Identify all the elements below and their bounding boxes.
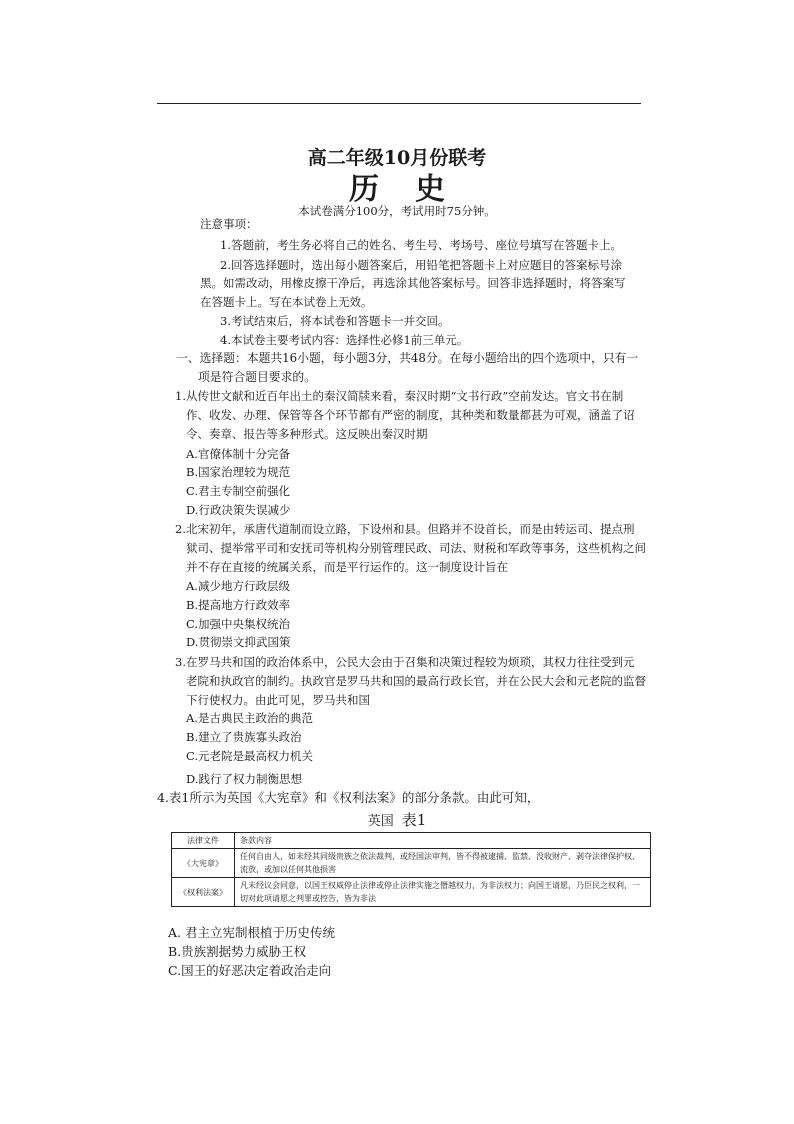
- table-header-content: 条款内容: [235, 833, 651, 849]
- notes-line: 3.考试结束后，将本试卷和答题卡一并交回。: [220, 314, 450, 328]
- question-3-stem: 3.在罗马共和国的政治体系中，公民大会由于召集和决策过程较为烦琐，其权力往往受到元: [175, 655, 635, 669]
- notes-line: 在答题卡上。写在本试卷上无效。: [200, 295, 373, 309]
- question-1-option-b[interactable]: B.国家治理较为规范: [186, 465, 291, 479]
- question-3-option-b[interactable]: B.建立了贵族寡头政治: [186, 730, 302, 744]
- question-4-stem: 4.表1所示为英国《大宪章》和《权利法案》的部分条款。由此可知，: [157, 790, 540, 805]
- question-3-stem: 下行使权力。由此可见，罗马共和国: [186, 693, 370, 707]
- question-3-stem: 老院和执政官的制约。执政官是罗马共和国的最高行政长官，并在公民大会和元老院的监督: [186, 674, 646, 688]
- exam-meta: 本试卷满分100分，考试用时75分钟。: [298, 204, 496, 218]
- law-table: [171, 832, 651, 907]
- question-2-stem: 并不存在直接的统属关系，而是平行运作的。这一制度设计旨在: [186, 560, 508, 574]
- question-2-stem: 狱司、提举常平司和安抚司等机构分别管理民政、司法、财税和军政等事务，这些机构之间: [186, 541, 646, 555]
- question-2-option-a[interactable]: A.减少地方行政层级: [186, 579, 290, 593]
- question-2-option-d[interactable]: D.贯彻崇文抑武国策: [186, 635, 291, 649]
- table-cell-doc: 《权利法案》: [172, 878, 235, 907]
- question-1-option-c[interactable]: C.君主专制空前强化: [186, 484, 291, 498]
- table-row: [172, 878, 651, 907]
- notes-line: 2.回答选择题时，选出每小题答案后，用铅笔把答题卡上对应题目的答案标号涂: [220, 258, 622, 272]
- question-3-option-d[interactable]: D.践行了权力制衡思想: [186, 772, 302, 786]
- question-1-stem: 作、收发、办理、保管等各个环节都有严密的制度，其种类和数量都甚为可观，涵盖了诏: [186, 408, 635, 422]
- table-caption: [0, 809, 794, 830]
- question-2-option-b[interactable]: B.提高地方行政效率: [186, 598, 291, 612]
- question-4-option-a[interactable]: A. 君主立宪制根植于历史传统: [168, 925, 335, 940]
- exam-title: 高二年级10月份联考: [307, 147, 487, 169]
- table-cell-doc: 《大宪章》: [172, 849, 235, 878]
- subject-title: 历史: [349, 172, 481, 207]
- notes-line: 黑。如需改动，用橡皮擦干净后，再选涂其他答案标号。回答非选择题时，将答案写: [200, 276, 626, 290]
- table-cell-content: 凡未经议会同意，以国王权威停止法律或停止法律实施之僭越权力，为非法权力；向国王请愿，乃臣民之权利，一切对此项请愿之判罪或控告，皆为非法: [235, 878, 651, 907]
- table-caption-label: 表1: [401, 811, 427, 829]
- question-1-stem: 令、奏章、报告等多种形式。这反映出秦汉时期: [186, 427, 428, 441]
- question-4-option-c[interactable]: C.国王的好恶决定着政治走向: [168, 963, 332, 978]
- table-row: [172, 849, 651, 878]
- question-4-option-b[interactable]: B.贵族割据势力威胁王权: [168, 944, 307, 959]
- question-1-stem: 1.从传世文献和近百年出土的秦汉简牍来看，秦汉时期“文书行政”空前发达。官文书在制: [175, 389, 624, 403]
- notes-line: 4.本试卷主要考试内容：选择性必修1前三单元。: [220, 333, 469, 347]
- table-cell-content: 任何自由人，如未经其同级贵族之依法裁判，或经国法审判，皆不得被逮捕、监禁、没收财产、剥夺法律保护权、流放，或加以任何其他损害: [235, 849, 651, 878]
- question-1-option-a[interactable]: A.官僚体制十分完备: [186, 447, 290, 461]
- question-3-option-a[interactable]: A.是古典民主政治的典范: [186, 711, 313, 725]
- question-2-option-c[interactable]: C.加强中央集权统治: [186, 617, 291, 631]
- notes-line: 1.答题前，考生务必将自己的姓名、考生号、考场号、座位号填写在答题卡上。: [220, 238, 622, 252]
- question-1-option-d[interactable]: D.行政决策失误减少: [186, 503, 291, 517]
- question-3-option-c[interactable]: C.元老院是最高权力机关: [186, 749, 314, 763]
- question-2-stem: 2.北宋初年，承唐代道制而设立路，下设州和县。但路并不设首长，而是由转运司、提点刑: [175, 522, 635, 536]
- section-heading-cont: 项是符合题目要求的。: [198, 370, 316, 384]
- section-heading: 一、选择题：本题共16小题，每小题3分，共48分。在每小题给出的四个选项中，只有一: [176, 351, 639, 365]
- table-header-row: [172, 833, 651, 849]
- table-header-doc: 法律文件: [172, 833, 235, 849]
- table-caption-country: 英国: [367, 814, 394, 829]
- notes-heading: 注意事项：: [200, 217, 258, 231]
- top-rule: [157, 103, 641, 104]
